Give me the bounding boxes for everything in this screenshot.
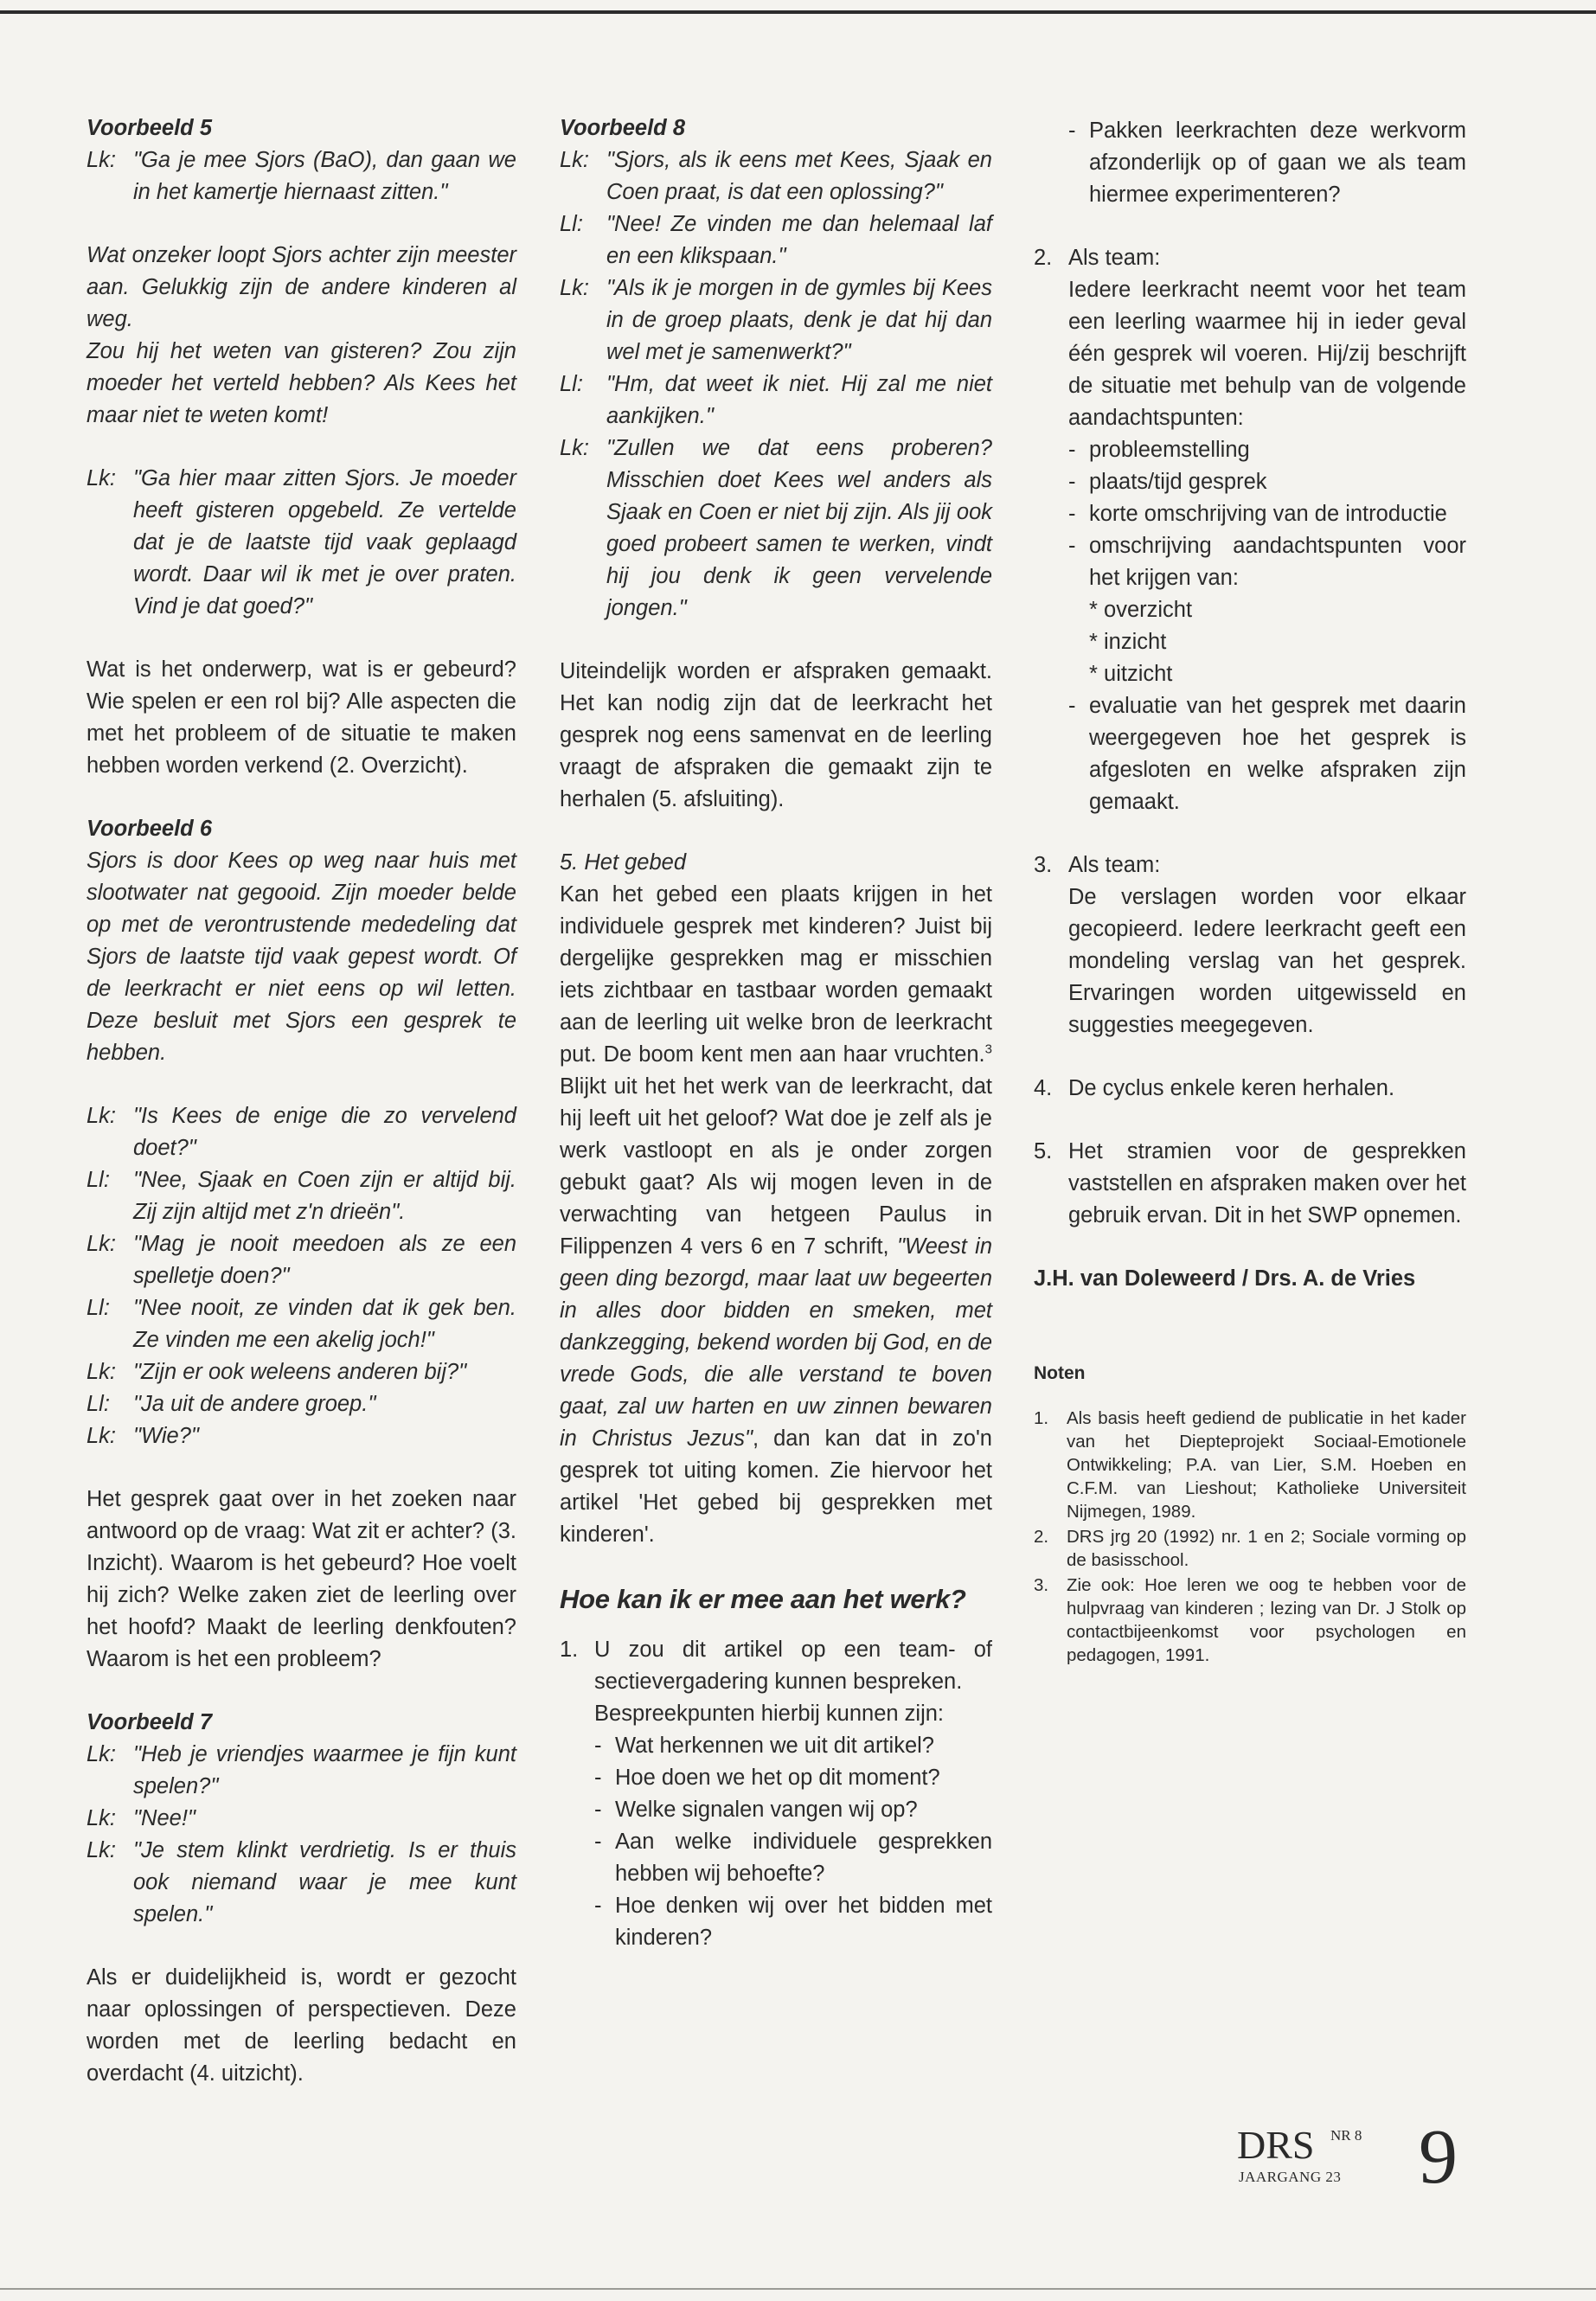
column-3 bbox=[1034, 115, 1466, 1669]
list-item bbox=[594, 1730, 992, 1762]
note-number: 3. bbox=[1034, 1575, 1049, 1595]
speaker: Lk: bbox=[87, 1838, 117, 1862]
dialog-line bbox=[87, 1356, 516, 1388]
utterance: "Nee, Sjaak en Coen zijn er altijd bij. Zij zijn altijd met z'n drieën". bbox=[133, 1168, 516, 1224]
dialog-line bbox=[560, 144, 992, 208]
utterance: "Wie?" bbox=[133, 1424, 199, 1448]
dash-marker: - bbox=[594, 1766, 602, 1790]
speaker: Lk: bbox=[560, 436, 590, 460]
dash-marker: - bbox=[1068, 534, 1076, 558]
column-2 bbox=[560, 112, 992, 1985]
dialog-line bbox=[87, 1388, 516, 1420]
dialog-line bbox=[87, 1292, 516, 1356]
dash-marker: - bbox=[1068, 119, 1076, 143]
issue-number: NR 8 bbox=[1330, 2127, 1362, 2144]
step-2 bbox=[1034, 242, 1466, 818]
paragraph: Zou hij het weten van gisteren? Zou zijn moeder het verteld hebben? Als Kees het maar niet te weten komt! bbox=[87, 339, 516, 427]
step-number: 1. bbox=[560, 1638, 579, 1662]
dialog-line bbox=[560, 369, 992, 433]
speaker: Lk: bbox=[87, 1424, 117, 1448]
list-item bbox=[594, 1890, 992, 1954]
utterance: "Ga je mee Sjors (BaO), dan gaan we in het kamertje hiernaast zitten." bbox=[133, 148, 516, 204]
utterance: "Zullen we dat eens proberen? Misschien doet Kees wel anders als Sjaak en Coen er niet bij zijn. Als jij ook goed probeert samen te werken, vindt hij jou denk ik geen vervelende jongen." bbox=[606, 436, 992, 620]
list-item-text: Pakken leerkrachten deze werkvorm afzonderlijk op of gaan we als team hiermee experimenteren? bbox=[1089, 119, 1466, 207]
text-run: Blijkt uit het het werk van de leerkracht, dat hij leeft uit het geloof? Wat doe je zelf als je werk vastloopt en als je onder zorgen gebukt gaat? Als wij mogen leven in de verwachting van hetgeen Paulus in Filippenzen 4 vers 6 en 7 schrift, bbox=[560, 1074, 992, 1259]
list-item bbox=[1068, 466, 1466, 498]
note bbox=[1034, 1407, 1466, 1523]
utterance: "Je stem klinkt verdrietig. Is er thuis ook niemand waar je mee kunt spelen." bbox=[133, 1838, 516, 1926]
note-text: DRS jrg 20 (1992) nr. 1 en 2; Sociale vorming op de basisschool. bbox=[1067, 1527, 1466, 1570]
speaker: Lk: bbox=[87, 1360, 117, 1384]
magazine-logo: DRS bbox=[1237, 2123, 1315, 2167]
notes-list bbox=[1034, 1407, 1466, 1667]
top-rule bbox=[0, 10, 1596, 14]
utterance: "Nee nooit, ze vinden dat ik gek ben. Ze vinden me een akelig joch!" bbox=[133, 1296, 516, 1352]
gebed-paragraph bbox=[560, 879, 992, 1551]
note-text: Als basis heeft gediend de publicatie in het kader van het Diepteprojekt Sociaal-Emotionele Ontwikkeling; P.A. van Lier, S.M. Hoeben en C.F.M. van Lieshout; Katholieke Universiteit Nijmegen, 1989. bbox=[1067, 1408, 1466, 1522]
list-item-text: Hoe doen we het op dit moment? bbox=[615, 1766, 940, 1790]
step-intro: Bespreekpunten hierbij kunnen zijn: bbox=[594, 1702, 945, 1726]
step-number: 4. bbox=[1034, 1076, 1053, 1100]
volume-label: JAARGANG 23 bbox=[1239, 2169, 1342, 2185]
paragraph: Uiteindelijk worden er afspraken gemaakt. Het kan nodig zijn dat de leerkracht het gesprek nog eens samenvat en de leerling vraagt de afspraken die gemaakt zijn te herhalen (5. afsluiting). bbox=[560, 659, 992, 811]
step-body bbox=[594, 1634, 992, 1954]
dialog-line bbox=[87, 1100, 516, 1164]
list-item bbox=[1068, 530, 1466, 594]
step-number: 5. bbox=[1034, 1139, 1053, 1163]
utterance: "Ga hier maar zitten Sjors. Je moeder heeft gisteren opgebeld. Ze vertelde dat je de laatste tijd vaak geplaagd wordt. Daar wil ik met je over praten. Vind je dat goed?" bbox=[133, 466, 516, 619]
list-item bbox=[1068, 498, 1466, 530]
sub-item: * inzicht bbox=[1089, 630, 1167, 654]
speaker: Ll: bbox=[87, 1168, 110, 1192]
list-item-text: Welke signalen vangen wij op? bbox=[615, 1798, 918, 1822]
utterance: "Nee! Ze vinden me dan helemaal laf en een klikspaan." bbox=[606, 212, 992, 268]
notes-title: Noten bbox=[1034, 1363, 1086, 1383]
speaker: Lk: bbox=[87, 1806, 117, 1830]
voorbeeld-8-dialog bbox=[560, 144, 992, 625]
text-run: , dan kan dat in zo'n gesprek tot uiting komen. Zie hiervoor het artikel 'Het gebed bij gesprekken met kinderen'. bbox=[560, 1426, 992, 1547]
dialog-line bbox=[87, 1164, 516, 1228]
dialog-line bbox=[87, 1420, 516, 1452]
voorbeeld-6-dialog bbox=[87, 1100, 516, 1452]
dialog-line bbox=[87, 463, 516, 623]
voorbeeld-6-title: Voorbeeld 6 bbox=[87, 817, 213, 841]
dash-marker: - bbox=[1068, 438, 1076, 462]
dialog-line bbox=[87, 1835, 516, 1931]
list-item-text: Aan welke individuele gesprekken hebben wij behoefte? bbox=[615, 1830, 992, 1886]
list-item-text: plaats/tijd gesprek bbox=[1089, 470, 1267, 494]
utterance: "Heb je vriendjes waarmee je fijn kunt spelen?" bbox=[133, 1742, 516, 1798]
dialog-line bbox=[87, 1228, 516, 1292]
utterance: "Is Kees de enige die zo vervelend doet?" bbox=[133, 1104, 516, 1160]
voorbeeld-7-title: Voorbeeld 7 bbox=[87, 1710, 213, 1734]
step-1 bbox=[560, 1634, 992, 1954]
dash-marker: - bbox=[1068, 470, 1076, 494]
voorbeeld-7-dialog bbox=[87, 1739, 516, 1931]
dash-marker: - bbox=[594, 1798, 602, 1822]
dash-marker: - bbox=[594, 1734, 602, 1758]
step-heading: Als team: bbox=[1068, 246, 1161, 270]
step-number: 3. bbox=[1034, 853, 1053, 877]
step-5 bbox=[1034, 1136, 1466, 1232]
speaker: Lk: bbox=[87, 466, 117, 490]
bible-quote: "Weest in geen ding bezorgd, maar laat uw begeerten in alles door bidden en smeken, met dankzegging, bekend worden bij God, en de vrede Gods, die alle verstand te boven gaat, zal uw harten en uw zinnen bewaren in Christus Jezus" bbox=[560, 1234, 992, 1451]
step-number: 2. bbox=[1034, 246, 1053, 270]
speaker: Ll: bbox=[87, 1296, 110, 1320]
section-subtitle: 5. Het gebed bbox=[560, 850, 687, 875]
step-body bbox=[1068, 849, 1466, 1042]
note bbox=[1034, 1525, 1466, 1572]
speaker: Lk: bbox=[87, 1742, 117, 1766]
voorbeeld-5-title: Voorbeeld 5 bbox=[87, 116, 213, 140]
speaker: Ll: bbox=[560, 212, 583, 236]
column-1 bbox=[87, 112, 516, 2121]
list-item-text: Wat herkennen we uit dit artikel? bbox=[615, 1734, 934, 1758]
step-text: Het stramien voor de gesprekken vaststellen en afspraken maken over het gebruik ervan. Dit in het SWP opnemen. bbox=[1068, 1139, 1466, 1227]
utterance: "Hm, dat weet ik niet. Hij zal me niet aankijken." bbox=[606, 372, 992, 428]
dialog-line bbox=[560, 208, 992, 272]
step-4 bbox=[1034, 1073, 1466, 1105]
page-number: 9 bbox=[1419, 2114, 1458, 2200]
voorbeeld-5-dialog-1 bbox=[87, 144, 516, 208]
speaker: Lk: bbox=[87, 1232, 117, 1256]
list-item-text: Hoe denken wij over het bidden met kinderen? bbox=[615, 1894, 992, 1950]
speaker: Ll: bbox=[87, 1392, 110, 1416]
utterance: "Nee!" bbox=[133, 1806, 195, 1830]
author-credit: J.H. van Doleweerd / Drs. A. de Vries bbox=[1034, 1266, 1416, 1291]
step-3 bbox=[1034, 849, 1466, 1042]
utterance: "Ja uit de andere groep." bbox=[133, 1392, 376, 1416]
section-heading: Hoe kan ik er mee aan het werk? bbox=[560, 1584, 966, 1614]
speaker: Ll: bbox=[560, 372, 583, 396]
list-item bbox=[1068, 115, 1466, 211]
step-body bbox=[1068, 242, 1466, 818]
note-text: Zie ook: Hoe leren we oog te hebben voor de hulpvraag van kinderen ; lezing van Dr. J Stolk op contactbijeenkomst voor psychologen en pedagogen, 1991. bbox=[1067, 1575, 1466, 1665]
dash-marker: - bbox=[1068, 502, 1076, 526]
paragraph: Wat onzeker loopt Sjors achter zijn meester aan. Gelukkig zijn de andere kinderen al weg. bbox=[87, 243, 516, 331]
list-item-text: evaluatie van het gesprek met daarin weergegeven hoe het gesprek is afgesloten en welke afspraken zijn gemaakt. bbox=[1089, 694, 1466, 814]
dialog-line bbox=[560, 433, 992, 625]
paragraph: Als er duidelijkheid is, wordt er gezocht naar oplossingen of perspectieven. Deze worden met de leerling bedacht en overdacht (4. uitzicht). bbox=[87, 1965, 516, 2086]
utterance: "Zijn er ook weleens anderen bij?" bbox=[133, 1360, 467, 1384]
voorbeeld-5-dialog-2 bbox=[87, 463, 516, 623]
page-footer bbox=[1237, 2114, 1497, 2219]
utterance: "Sjors, als ik eens met Kees, Sjaak en Coen praat, is dat een oplossing?" bbox=[606, 148, 992, 204]
dash-marker: - bbox=[594, 1894, 602, 1918]
list-item-text: korte omschrijving van de introductie bbox=[1089, 502, 1447, 526]
speaker: Lk: bbox=[87, 148, 117, 172]
dialog-line bbox=[87, 1739, 516, 1803]
dash-marker: - bbox=[594, 1830, 602, 1854]
voorbeeld-6-intro: Sjors is door Kees op weg naar huis met slootwater nat gegooid. Zijn moeder belde op met de verontrustende mededeling dat Sjors de laatste tijd vaak gepest wordt. Of de leerkracht er niet eens op wil letten. Deze besluit met Sjors een gesprek te hebben. bbox=[87, 849, 516, 1065]
paragraph: Het gesprek gaat over in het zoeken naar antwoord op de vraag: Wat zit er achter? (3. Inzicht). Waarom is het gebeurd? Hoe voelt hij zich? Welke zaken ziet de leerling over het hoofd? Maakt de leerling denkfouten? Waarom is het een probleem? bbox=[87, 1487, 516, 1671]
utterance: "Mag je nooit meedoen als ze een spelletje doen?" bbox=[133, 1232, 516, 1288]
speaker: Lk: bbox=[87, 1104, 117, 1128]
dash-marker: - bbox=[1068, 694, 1076, 718]
list-item bbox=[1068, 434, 1466, 466]
speaker: Lk: bbox=[560, 276, 590, 300]
list-item bbox=[594, 1762, 992, 1794]
step-text: U zou dit artikel op een team- of sectievergadering kunnen bespreken. bbox=[594, 1638, 992, 1694]
dialog-line bbox=[560, 272, 992, 369]
step-text: Iedere leerkracht neemt voor het team een leerling waarmee hij in ieder geval één gesprek wil voeren. Hij/zij beschrijft de situatie met behulp van de volgende aandachtspunten: bbox=[1068, 278, 1466, 430]
list-item bbox=[594, 1826, 992, 1890]
list-item bbox=[594, 1794, 992, 1826]
dialog-line bbox=[87, 144, 516, 208]
note-number: 2. bbox=[1034, 1527, 1049, 1547]
speaker: Lk: bbox=[560, 148, 590, 172]
list-item-text: omschrijving aandachtspunten voor het krijgen van: bbox=[1089, 534, 1466, 590]
text-run: Kan het gebed een plaats krijgen in het individuele gesprek met kinderen? Juist bij dergelijke gesprekken mag er misschien iets zichtbaar en tastbaar worden gemaakt aan de leerling uit welke bron de leerkracht put. De boom kent men aan haar vruchten. bbox=[560, 882, 992, 1067]
list-item bbox=[1068, 690, 1466, 818]
steps-list-continued bbox=[1034, 242, 1466, 1232]
sub-item: * overzicht bbox=[1089, 598, 1193, 622]
footnote-ref: 3 bbox=[984, 1042, 992, 1057]
step-text: De cyclus enkele keren herhalen. bbox=[1068, 1076, 1395, 1100]
step-heading: Als team: bbox=[1068, 853, 1161, 877]
sub-item: * uitzicht bbox=[1089, 662, 1173, 686]
utterance: "Als ik je morgen in de gymles bij Kees in de groep plaats, denk je dat hij dan wel met je samenwerkt?" bbox=[606, 276, 992, 364]
voorbeeld-8-title: Voorbeeld 8 bbox=[560, 116, 686, 140]
dialog-line bbox=[87, 1803, 516, 1835]
note-number: 1. bbox=[1034, 1408, 1049, 1428]
bottom-rule bbox=[0, 2288, 1596, 2290]
paragraph: Wat is het onderwerp, wat is er gebeurd? Wie spelen er een rol bij? Alle aspecten die met het probleem of de situatie te maken hebben worden verkend (2. Overzicht). bbox=[87, 657, 516, 778]
note bbox=[1034, 1574, 1466, 1667]
steps-list bbox=[560, 1634, 992, 1954]
list-item-text: probleemstelling bbox=[1089, 438, 1250, 462]
step-text: De verslagen worden voor elkaar gecopieerd. Iedere leerkracht geeft een mondeling verslag van het gesprek. Ervaringen worden uitgewisseld en suggesties meegegeven. bbox=[1068, 885, 1466, 1037]
